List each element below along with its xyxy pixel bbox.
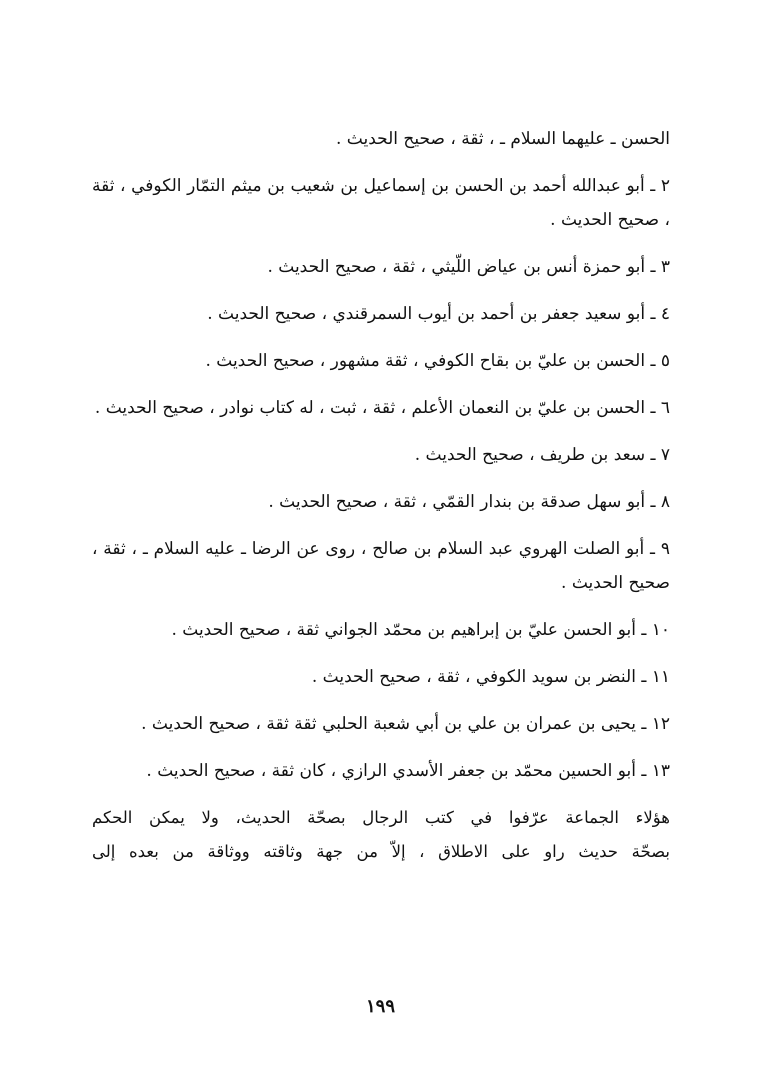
list-item-7: ٧ ـ سعد بن طريف ، صحيح الحديث . bbox=[414, 445, 670, 465]
list-item-8: ٨ ـ أبو سهل صدقة بن بندار القمّي ، ثقة ، صحيح الحديث . bbox=[268, 492, 670, 512]
paragraph-continuation: الحسن ـ عليهما السلام ـ ، ثقة ، صحيح الحديث . bbox=[335, 129, 670, 149]
list-item-12: ١٢ ـ يحيى بن عمران بن علي بن أبي شعبة الحلبي ثقة ثقة ، صحيح الحديث . bbox=[141, 714, 670, 734]
list-item-4: ٤ ـ أبو سعيد جعفر بن أحمد بن أيوب السمرقندي ، صحيح الحديث . bbox=[207, 304, 670, 324]
list-item-2: ٢ ـ أبو عبدالله أحمد بن الحسن بن إسماعيل بن شعيب بن ميثم التمّار الكوفي ، ثقة ، صحيح الحديث . bbox=[92, 176, 670, 230]
closing-line-2: بصحّة حديث راو على الاطلاق ، إلاّ من جهة وثاقته ووثاقة من بعده إلى bbox=[92, 842, 670, 861]
list-item-6: ٦ ـ الحسن بن عليّ بن النعمان الأعلم ، ثقة ، ثبت ، له كتاب نوادر ، صحيح الحديث . bbox=[94, 398, 670, 418]
list-item-10: ١٠ ـ أبو الحسن عليّ بن إبراهيم بن محمّد الجواني ثقة ، صحيح الحديث . bbox=[171, 620, 670, 640]
list-item-9: ٩ ـ أبو الصلت الهروي عبد السلام بن صالح ، روى عن الرضا ـ عليه السلام ـ ، ثقة ، صحيح الحديث . bbox=[92, 539, 670, 593]
closing-line-1: هؤلاء الجماعة عرّفوا في كتب الرجال بصحّة الحديث، ولا يمكن الحكم bbox=[92, 808, 670, 827]
list-item-13: ١٣ ـ أبو الحسين محمّد بن جعفر الأسدي الرازي ، كان ثقة ، صحيح الحديث . bbox=[146, 761, 670, 781]
body-text bbox=[92, 122, 670, 869]
closing-paragraph bbox=[92, 801, 670, 869]
list-item-5: ٥ ـ الحسن بن عليّ بن بقاح الكوفي ، ثقة مشهور ، صحيح الحديث . bbox=[205, 351, 670, 371]
list-item-11: ١١ ـ النضر بن سويد الكوفي ، ثقة ، صحيح الحديث . bbox=[311, 667, 670, 687]
page-number: ١٩٩ bbox=[365, 996, 395, 1017]
list-item-3: ٣ ـ أبو حمزة أنس بن عياض اللّيثي ، ثقة ، صحيح الحديث . bbox=[267, 257, 670, 277]
